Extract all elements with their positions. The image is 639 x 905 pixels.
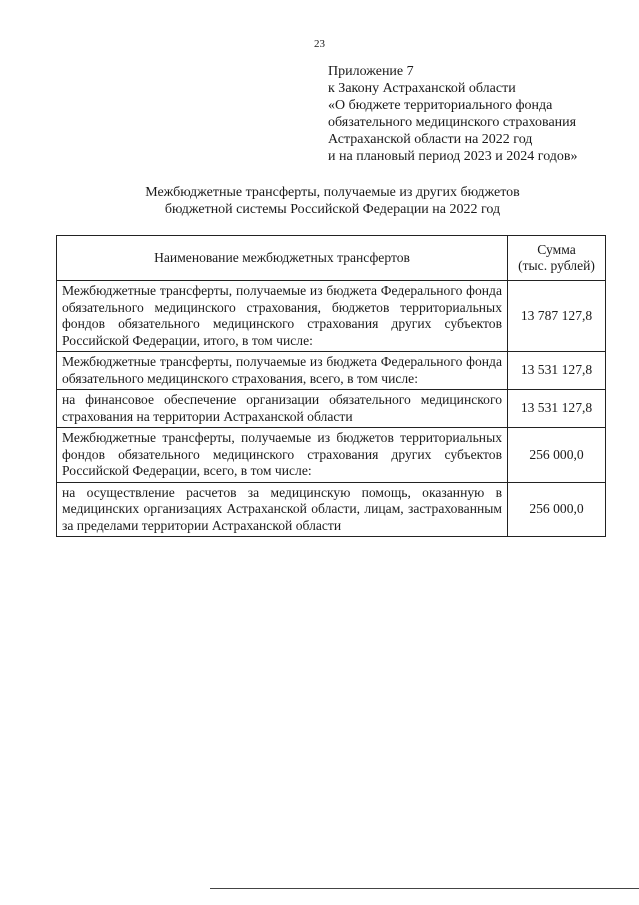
transfer-name: на финансовое обеспечение организации обязательного медицинского страхования на территории Астраханской области bbox=[57, 390, 508, 428]
transfer-amount: 13 787 127,8 bbox=[508, 281, 606, 352]
transfer-name: Межбюджетные трансферты, получаемые из бюджетов территориальных фондов обязательного медицинского страхования других субъектов Российской Федерации, всего, в том числе: bbox=[57, 428, 508, 483]
title-line: бюджетной системы Российской Федерации на 2022 год bbox=[164, 202, 501, 217]
column-header-name: Наименование межбюджетных трансфертов bbox=[57, 236, 508, 281]
column-header-sum bbox=[508, 236, 606, 281]
transfer-name: на осуществление расчетов за медицинскую помощь, оказанную в медицинских организациях Астраханской области, лицам, застрахованным за пределами территории Астраханской области bbox=[57, 482, 508, 537]
appendix-line: Астраханской области на 2022 год bbox=[328, 132, 533, 147]
table-row bbox=[57, 352, 606, 390]
table-row bbox=[57, 482, 606, 537]
table-row bbox=[57, 428, 606, 483]
transfers-table bbox=[56, 235, 606, 537]
column-header-sum-unit: (тыс. рублей) bbox=[518, 258, 595, 273]
table-row bbox=[57, 390, 606, 428]
document-title bbox=[56, 184, 609, 218]
transfer-amount: 13 531 127,8 bbox=[508, 390, 606, 428]
transfer-name: Межбюджетные трансферты, получаемые из бюджета Федерального фонда обязательного медицинского страхования, всего, в том числе: bbox=[57, 352, 508, 390]
table-header-row bbox=[57, 236, 606, 281]
column-header-sum-title: Сумма bbox=[537, 241, 576, 257]
appendix-line: Приложение 7 bbox=[328, 64, 414, 79]
transfer-amount: 256 000,0 bbox=[508, 428, 606, 483]
transfer-name: Межбюджетные трансферты, получаемые из бюджета Федерального фонда обязательного медицинского страхования, бюджетов территориальных фондов обязательного медицинского страхования других субъектов Российской Федерации, итого, в том числе: bbox=[57, 281, 508, 352]
transfer-amount: 256 000,0 bbox=[508, 482, 606, 537]
table-row bbox=[57, 281, 606, 352]
page-number: 23 bbox=[314, 38, 325, 50]
appendix-line: и на плановый период 2023 и 2024 годов» bbox=[328, 149, 578, 164]
transfer-amount: 13 531 127,8 bbox=[508, 352, 606, 390]
appendix-line: обязательного медицинского страхования bbox=[328, 115, 577, 130]
appendix-heading bbox=[328, 63, 578, 165]
appendix-line: «О бюджете территориального фонда bbox=[328, 98, 553, 113]
scan-edge-line bbox=[210, 888, 639, 889]
title-line: Межбюджетные трансферты, получаемые из других бюджетов bbox=[145, 185, 520, 200]
appendix-line: к Закону Астраханской области bbox=[328, 81, 516, 96]
